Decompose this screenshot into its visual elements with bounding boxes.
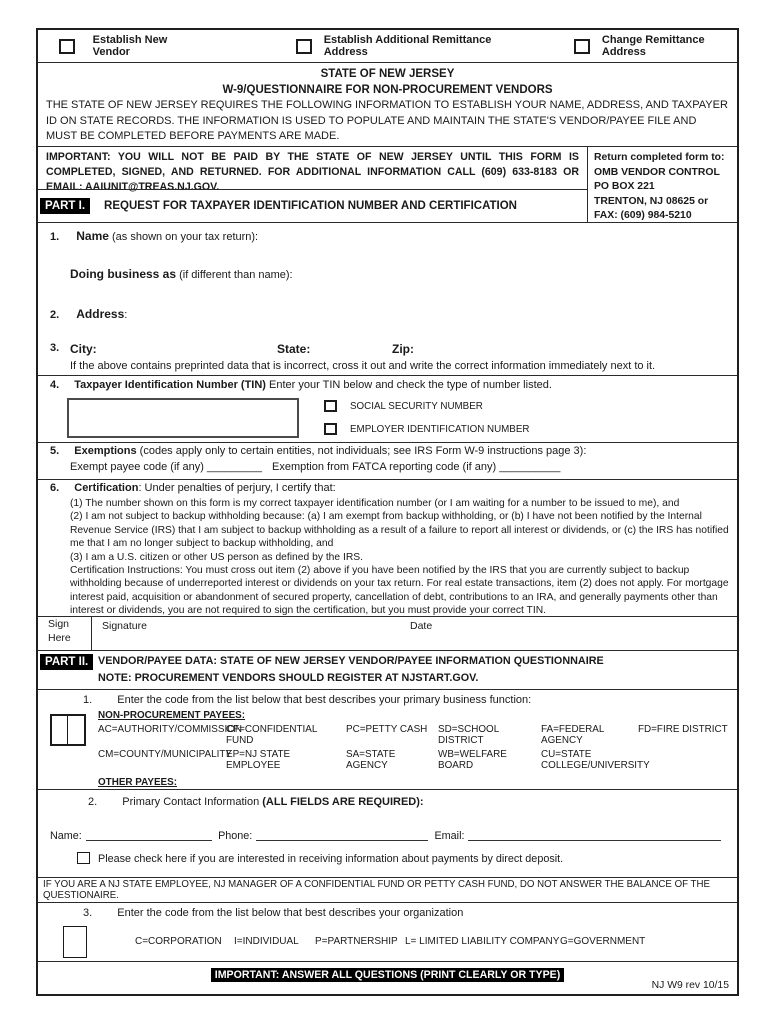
address-colon: : (124, 309, 128, 321)
city-label: City: (70, 342, 97, 356)
p2q3-number: 3. (83, 907, 93, 919)
return-address-line: OMB VENDOR CONTROL (594, 166, 720, 178)
p2q1-number: 1. (83, 694, 93, 706)
state-employee-note-row (38, 877, 737, 902)
part1-title: REQUEST FOR TAXPAYER IDENTIFICATION NUMBER AND CERTIFICATION (104, 200, 517, 212)
name-hint: (as shown on your tax return): (108, 231, 259, 243)
dba-hint: (if different than name): (176, 269, 293, 281)
date-label: Date (410, 620, 433, 632)
q6-line (50, 482, 729, 494)
code-fd: FD=FIRE DISTRICT (638, 724, 728, 735)
q1-number: 1. (50, 231, 60, 243)
tin-label: Taxpayer Identification Number (TIN) (74, 379, 266, 391)
tin-input-box[interactable] (67, 398, 299, 438)
answer-all-questions-banner (38, 965, 737, 983)
q4-line (50, 379, 729, 391)
non-procurement-payees-title: NON-PROCUREMENT PAYEES: (98, 710, 246, 721)
p2q2-text: Primary Contact Information (122, 796, 263, 808)
part1-header (38, 189, 587, 222)
fatca-code-field[interactable]: Exemption from FATCA reporting code (if any) __________ (272, 461, 561, 473)
return-address-line: Return completed form to: (594, 152, 725, 163)
state-label: State: (277, 342, 311, 356)
address-label: Address (76, 307, 125, 321)
code-partnership: P=PARTNERSHIP (315, 936, 398, 947)
return-address-line: PO BOX 221 (594, 181, 655, 193)
ein-label: EMPLOYER IDENTIFICATION NUMBER (350, 424, 530, 435)
change-remittance-checkbox[interactable] (574, 39, 590, 54)
part2-note: NOTE: PROCUREMENT VENDORS SHOULD REGISTER AT NJSTART.GOV. (98, 672, 479, 684)
contact-email-field[interactable] (468, 828, 721, 841)
contact-name-label: Name: (50, 830, 82, 842)
p2q3-line (83, 907, 729, 919)
q3-number: 3. (50, 342, 60, 354)
q6-number: 6. (50, 482, 60, 494)
signature-field[interactable] (104, 633, 394, 648)
q5-number: 5. (50, 445, 60, 457)
business-function-code-box[interactable] (50, 714, 86, 746)
code-cm: CM=COUNTY/MUNICIPALITY (98, 749, 232, 760)
exemptions-hint: (codes apply only to certain entities, not individuals; see IRS Form W-9 instructions page 3): (136, 445, 587, 457)
code-llc: L= LIMITED LIABILITY COMPANY (405, 936, 560, 947)
code-sd: SD=SCHOOL DISTRICT (438, 724, 499, 746)
code-cu: CU=STATE COLLEGE/UNIVERSITY (541, 749, 650, 771)
part2-title: VENDOR/PAYEE DATA: STATE OF NEW JERSEY VENDOR/PAYEE INFORMATION QUESTIONNAIRE (98, 655, 604, 667)
ssn-checkbox[interactable] (324, 400, 337, 412)
exemptions-label: Exemptions (74, 445, 137, 457)
form-header (38, 62, 737, 146)
important-notice: IMPORTANT: YOU WILL NOT BE PAID BY THE STATE OF NEW JERSEY UNTIL THIS FORM IS COMPLETED, SIGNED, AND RETURNED. FOR ADDITIONAL INFORMATION CALL (609) 633-8183 OR EMAIL: AAIUNIT@TREAS.NJ.GOV. (46, 151, 579, 193)
p2q1-text: Enter the code from the list below that best describes your primary business function: (117, 694, 532, 706)
part2-label: PART II. (40, 654, 93, 670)
form-title-main: W-9/QUESTIONNAIRE FOR NON-PROCUREMENT VENDORS (222, 84, 553, 96)
q3-line (50, 342, 729, 354)
date-field[interactable] (412, 633, 562, 648)
exemptions-section (38, 442, 737, 479)
state-employee-note: IF YOU ARE A NJ STATE EMPLOYEE, NJ MANAGER OF A CONFIDENTIAL FUND OR PETTY CASH FUND, DO NOT ANSWER THE BALANCE OF THE QUESTIONAIRE. (43, 879, 710, 901)
return-address-box (587, 147, 737, 222)
other-payees-title: OTHER PAYEES: (98, 777, 178, 788)
sign-word: Sign (48, 618, 70, 630)
name-field[interactable] (50, 230, 729, 264)
direct-deposit-checkbox[interactable] (77, 852, 90, 864)
state-field[interactable] (282, 342, 382, 357)
primary-contact-section (38, 789, 737, 877)
q4-number: 4. (50, 379, 60, 391)
code-pc: PC=PETTY CASH (346, 724, 428, 735)
zip-label: Zip: (392, 342, 414, 356)
signature-cell (92, 617, 737, 650)
direct-deposit-label: Please check here if you are interested in receiving information about payments by direct deposit. (98, 853, 564, 865)
address-field[interactable] (50, 308, 729, 340)
payee-codes-list (98, 710, 731, 789)
certification-label: Certification (74, 482, 139, 494)
code-ac: AC=AUTHORITY/COMMISSION (98, 724, 243, 735)
certification-item-1: (1) The number shown on this form is my correct taxpayer identification number (or I am waiting for a number to be issued to me), and (70, 498, 680, 509)
certification-intro: : Under penalties of perjury, I certify that: (138, 482, 336, 494)
change-remittance-option (574, 34, 737, 58)
city-field[interactable] (74, 342, 264, 357)
contact-fields-row (50, 828, 727, 842)
part2-header (38, 650, 737, 689)
code-wb: WB=WELFARE BOARD (438, 749, 507, 771)
certification-instructions: Certification Instructions: You must cross out item (2) above if you have been notified by the IRS that you are currently subject to backup withholding because of underreported interest or dividends on your tax return. For real estate transactions, item (2) does not apply. For mortgage interest paid, acquisition or abandonment of secured property, cancellation of debt, contributions to an IRA, and generally payments other than interest or dividends, you are not required to sign the certification, but you must provide your correct TIN. (70, 565, 729, 616)
answer-all-questions-text: IMPORTANT: ANSWER ALL QUESTIONS (PRINT CLEARLY OR TYPE) (211, 968, 564, 982)
return-address-line: FAX: (609) 984-5210 (594, 210, 692, 222)
p2q3-text: Enter the code from the list below that best describes your organization (117, 907, 464, 919)
certification-item-3: (3) I am a U.S. citizen or other US person as defined by the IRS. (70, 551, 364, 563)
code-cell-2[interactable] (67, 714, 86, 746)
additional-remittance-option (296, 34, 518, 58)
code-corporation: C=CORPORATION (135, 936, 222, 947)
certification-body (70, 497, 729, 616)
code-cf: CF=CONFIDENTIAL FUND (226, 724, 317, 746)
code-sa: SA=STATE AGENCY (346, 749, 396, 771)
organization-code-box[interactable] (63, 926, 87, 958)
payee-code-grid (98, 724, 731, 771)
part1-label: PART I. (40, 198, 90, 214)
preprinted-data-note: If the above contains preprinted data that is incorrect, cross it out and write the correct information immediately next to it. (70, 360, 656, 372)
ein-checkbox[interactable] (324, 423, 337, 435)
exempt-payee-code-field[interactable]: Exempt payee code (if any) _________ (70, 461, 263, 473)
return-address-line: TRENTON, NJ 08625 or (594, 195, 709, 207)
form-revision: NJ W9 rev 10/15 (651, 980, 729, 991)
contact-email-label: Email: (434, 830, 465, 842)
name-label: Name (76, 229, 109, 243)
code-government: G=GOVERNMENT (560, 936, 646, 947)
change-remittance-label: Change Remittance Address (601, 34, 705, 58)
important-section (38, 146, 737, 222)
additional-remittance-checkbox[interactable] (296, 39, 312, 54)
form-type-row (38, 30, 737, 62)
q2-number: 2. (50, 309, 60, 321)
footer-row (38, 961, 737, 994)
p2q1-line (83, 694, 729, 706)
dba-field[interactable] (70, 268, 729, 302)
form-intro-text: THE STATE OF NEW JERSEY REQUIRES THE FOLLOWING INFORMATION TO ESTABLISH YOUR NAME, ADDRESS, AND TAXPAYER ID ON STATE RECORDS. THE INFORMATION IS USED TO POPULATE AND MAINTAIN THE STATE'S VENDOR/PAYEE FILE AND MUST BE COMPLETED BEFORE PAYMENTS ARE MADE. (46, 99, 728, 142)
establish-new-vendor-checkbox[interactable] (59, 39, 75, 54)
code-individual: I=INDIVIDUAL (234, 936, 299, 947)
contact-phone-field[interactable] (256, 828, 428, 841)
establish-new-vendor-option (59, 34, 196, 58)
ssn-label: SOCIAL SECURITY NUMBER (350, 401, 483, 412)
tin-hint: Enter your TIN below and check the type of number listed. (265, 379, 552, 391)
code-fa: FA=FEDERAL AGENCY (541, 724, 605, 746)
establish-new-vendor-label: Establish New Vendor (92, 34, 168, 58)
signature-row (38, 616, 737, 650)
nj-w9-form (36, 28, 739, 996)
p2q2-number: 2. (88, 796, 98, 808)
code-ep: EP=NJ STATE EMPLOYEE (226, 749, 291, 771)
certification-item-2: (2) I am not subject to backup withholding because: (a) I am exempt from backup withholding, or (b) I have not been notified by the Internal Revenue Service (IRS) that I am subject to backup withholding as a result of a failure to report all interest or dividends, or (c) the IRS has notified me that I am no longer subject to backup withholding, and (70, 511, 729, 550)
name-address-section (38, 222, 737, 375)
here-word: Here (48, 631, 71, 644)
organization-type-section (38, 902, 737, 961)
contact-name-field[interactable] (86, 828, 212, 841)
form-title-state: STATE OF NEW JERSEY (320, 68, 455, 80)
tin-section (38, 375, 737, 442)
contact-phone-label: Phone: (218, 830, 253, 842)
certification-section (38, 479, 737, 616)
zip-field[interactable] (397, 342, 517, 357)
p2q2-text-bold: (ALL FIELDS ARE REQUIRED): (262, 796, 424, 808)
business-function-section (38, 689, 737, 789)
q5-line (50, 445, 729, 457)
additional-remittance-label: Establish Additional Remittance Address (323, 34, 492, 58)
p2q2-line (88, 796, 729, 808)
sign-here-cell (38, 617, 92, 650)
dba-label: Doing business as (70, 267, 177, 281)
signature-label: Signature (102, 620, 147, 632)
